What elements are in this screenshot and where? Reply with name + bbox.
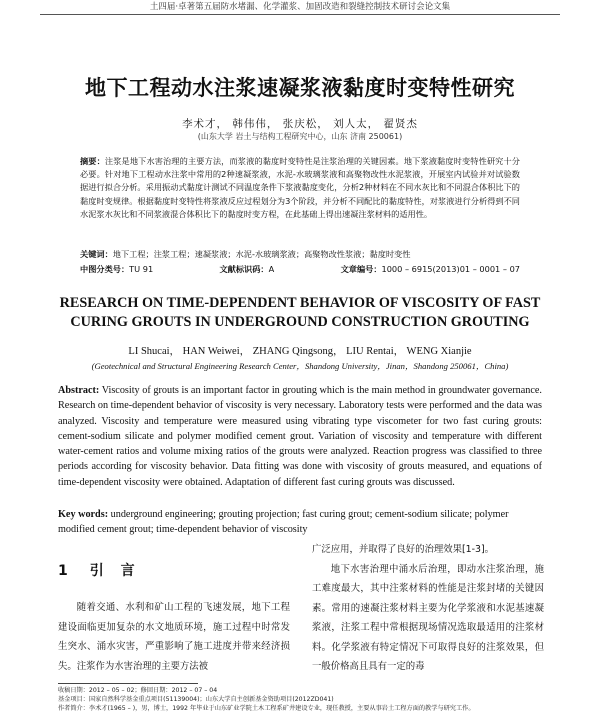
abstract-cn-label: 摘要：	[80, 156, 105, 166]
keywords-en-text: underground engineering; grouting projection; fast curing grout; cement-sodium silicate; polymer modified cement grout; time-dependent behavior of viscosity	[58, 509, 509, 536]
keywords-en-label: Key words:	[58, 509, 109, 520]
running-header: 土四届·卓著第五届防水堵漏、化学灌浆、加固改造和裂缝控制技术研讨会论文集	[40, 0, 560, 15]
footnote-fund: 基金项目：国家自然科学基金重点项目(51139004)；山东大学自主创新基金资助项目(2012ZD041)	[58, 696, 334, 703]
footnote-divider	[58, 683, 198, 684]
classification-line	[80, 263, 520, 275]
abstract-en-label: Abstract:	[58, 385, 100, 396]
document-code: 文献标识码：A	[219, 264, 275, 274]
body-right-continuation: 广泛应用，并取得了良好的治理效果[1-3]。	[312, 544, 495, 555]
affiliation-cn: (山东大学 岩土与结构工程研究中心，山东 济南 250061)	[197, 132, 403, 141]
abstract-cn	[80, 155, 520, 247]
footnote-received: 收稿日期：2012 – 05 – 02；修回日期：2012 – 07 – 04	[58, 687, 218, 694]
footnotes	[58, 686, 560, 713]
keywords-cn-label: 关键词：	[80, 249, 113, 259]
body-right-column	[312, 540, 544, 680]
abstract-cn-text: 注浆是地下水害治理的主要方法，而浆液的黏度时变特性是注浆治理的关键因素。地下浆液黏度时变特性研究十分必要。针对地下工程动水注浆中常用的2种速凝浆液，水泥-水玻璃浆液和高聚物改性水泥浆液，开展室内试验并对试验数据进行拟合分析。采用振动式黏度计测试不同温度条件下浆液黏度变化，分析2种材料在不同水灰比和不同混合体积比下的黏度时变规律。根据黏度时变特性将浆液反应过程划分为3个阶段，并分析不同配比的黏度特性，对浆液进行分析得到不同水泥浆水灰比和不同浆液混合体积比下的黏度时变方程，在此基础上得出速凝注浆材料的适用性。	[80, 156, 520, 219]
keywords-cn	[80, 248, 520, 260]
clc-number: 中图分类号：TU 91	[80, 264, 154, 274]
body-left-column: 随着交通、水利和矿山工程的飞速发展，地下工程建设面临更加复杂的水文地质环境，施工过程中时常发生突水、涌水灾害，严重影响了施工进度并带来经济损失。注浆作为水害治理的主要方法被	[58, 602, 290, 672]
section-heading	[58, 560, 141, 580]
article-id: 文章编号：1000 – 6915(2013)01 – 0001 – 07	[340, 264, 520, 274]
title-en: RESEARCH ON TIME-DEPENDENT BEHAVIOR OF VISCOSITY OF FAST CURING GROUTS IN UNDERGROUND CONSTRUCTION GROUTING	[59, 295, 541, 330]
authors-cn: 李术才， 韩伟伟， 张庆松， 刘人太， 翟贤杰	[182, 118, 418, 130]
abstract-en	[58, 383, 542, 507]
footnote-author: 作者简介：李术才(1965 – )，男，博士，1992 年毕业于山东矿业学院土木工程系矿井建设专业，现任教授，主要从事岩土工程方面的教学与研究工作。	[58, 705, 475, 712]
section-title: 引 言	[89, 563, 141, 579]
keywords-en	[58, 507, 542, 538]
affiliation-en: (Geotechnical and Structural Engineering Research Center，Shandong University，Jinan，Shandong 250061，China)	[91, 361, 509, 371]
abstract-en-text: Viscosity of grouts is an important factor in grouting which is the main method in groundwater governance. Research on time-dependent behavior of viscosity is very necessary. Laboratory tests were performed and the data was analyzed. Viscosity and temperature were measured using vibrating type viscometer for two fast curing grouts: cement-sodium silicate and polymer modified cement grout. Variation of viscosity and temperature with different water-cement ratios and volume mixing ratios of the grouts were analyzed. Reaction progress was classified to three periods according for viscosity behavior. Data fitting was done with viscosity of grouts measured, and equations of time-dependent viscosity were obtained. Adaptation of different fast curing grouts was discussed.	[58, 385, 542, 488]
section-number: 1	[58, 563, 68, 579]
title-cn: 地下工程动水注浆速凝浆液黏度时变特性研究	[85, 76, 515, 100]
keywords-cn-text: 地下工程；注浆工程；速凝浆液；水泥-水玻璃浆液；高聚物改性浆液；黏度时变性	[112, 249, 411, 259]
authors-en: LI Shucai， HAN Weiwei， ZHANG Qingsong， LIU Rentai， WENG Xianjie	[128, 346, 472, 357]
body-right-paragraph: 地下水害治理中涌水后治理，即动水注浆治理，施工难度最大，其中注浆材料的性能是注浆封堵的关键因素。常用的速凝注浆材料主要为化学浆液和水泥基速凝浆液，注浆工程中常根据现场情况选取最适用的注浆材料。化学浆液有特定情况下可取得良好的注浆效果，但一般价格高且具有一定的毒	[312, 563, 544, 672]
